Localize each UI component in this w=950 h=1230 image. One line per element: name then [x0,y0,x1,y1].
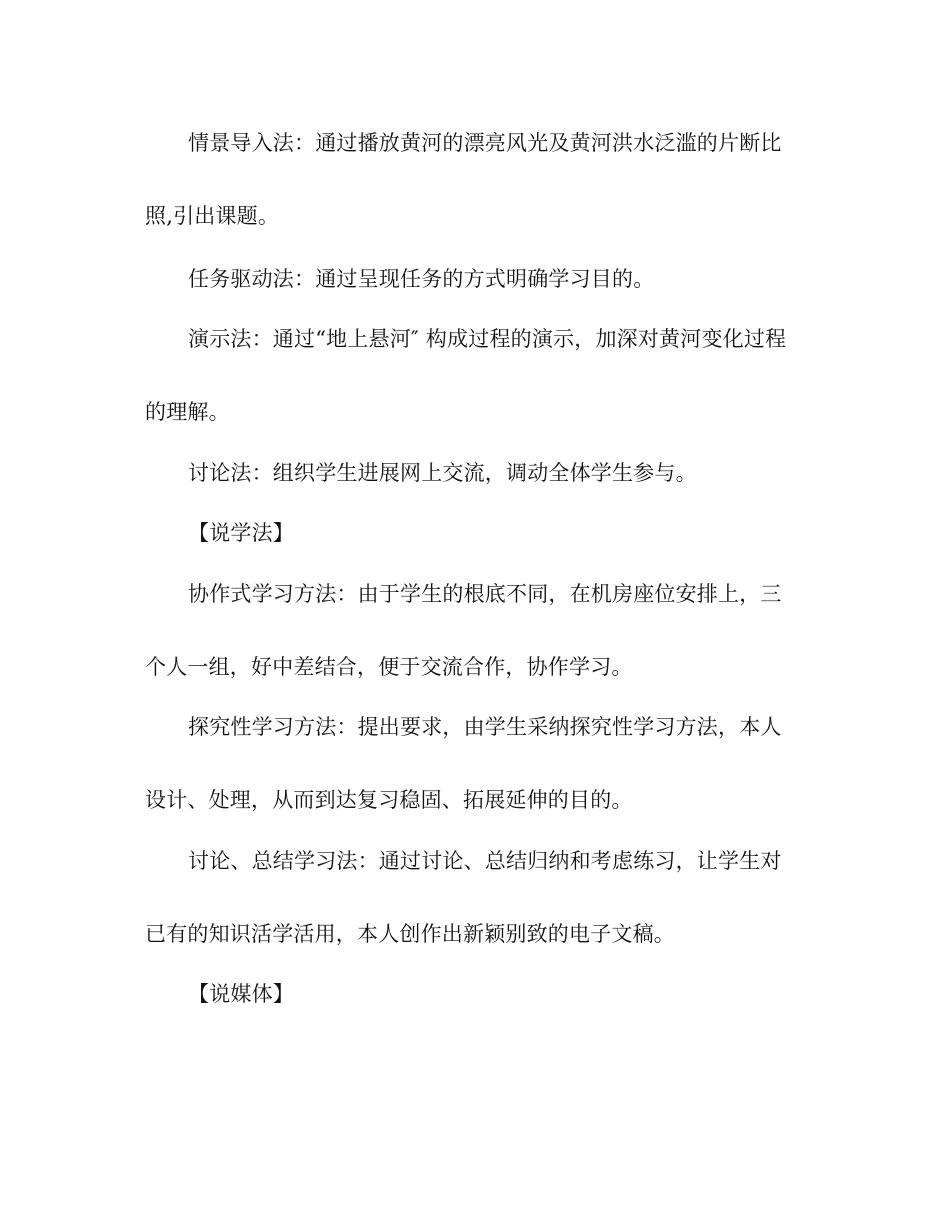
paragraph-line: 探究性学习方法：提出要求，由学生采纳探究性学习方法，本人 [188,715,782,739]
paragraph-line: 任务驱动法：通过呈现任务的方式明确学习目的。 [188,267,655,291]
paragraph-line: 协作式学习方法：由于学生的根底不同，在机房座位安排上，三 [188,582,782,606]
paragraph-line: 已有的知识活学活用，本人创作出新颖别致的电子文稿。 [145,922,675,946]
paragraph-line: 照,引出课题。 [145,204,280,228]
paragraph-line: 个人一组，好中差结合，便于交流合作，协作学习。 [145,655,633,679]
paragraph-line: 情景导入法：通过播放黄河的漂亮风光及黄河洪水泛滥的片断比 [188,131,782,155]
paragraph-line: 演示法：通过“地上悬河″ 构成过程的演示，加深对黄河变化过程 [188,327,787,351]
section-heading: 【说学法】 [188,521,294,545]
paragraph-line: 讨论、总结学习法：通过讨论、总结归纳和考虑练习，让学生对 [188,849,782,873]
paragraph-line: 讨论法：组织学生进展网上交流，调动全体学生参与。 [188,461,697,485]
section-heading: 【说媒体】 [188,982,294,1006]
paragraph-line: 设计、处理，从而到达复习稳固、拓展延伸的目的。 [145,788,633,812]
paragraph-line: 的理解。 [145,400,230,424]
